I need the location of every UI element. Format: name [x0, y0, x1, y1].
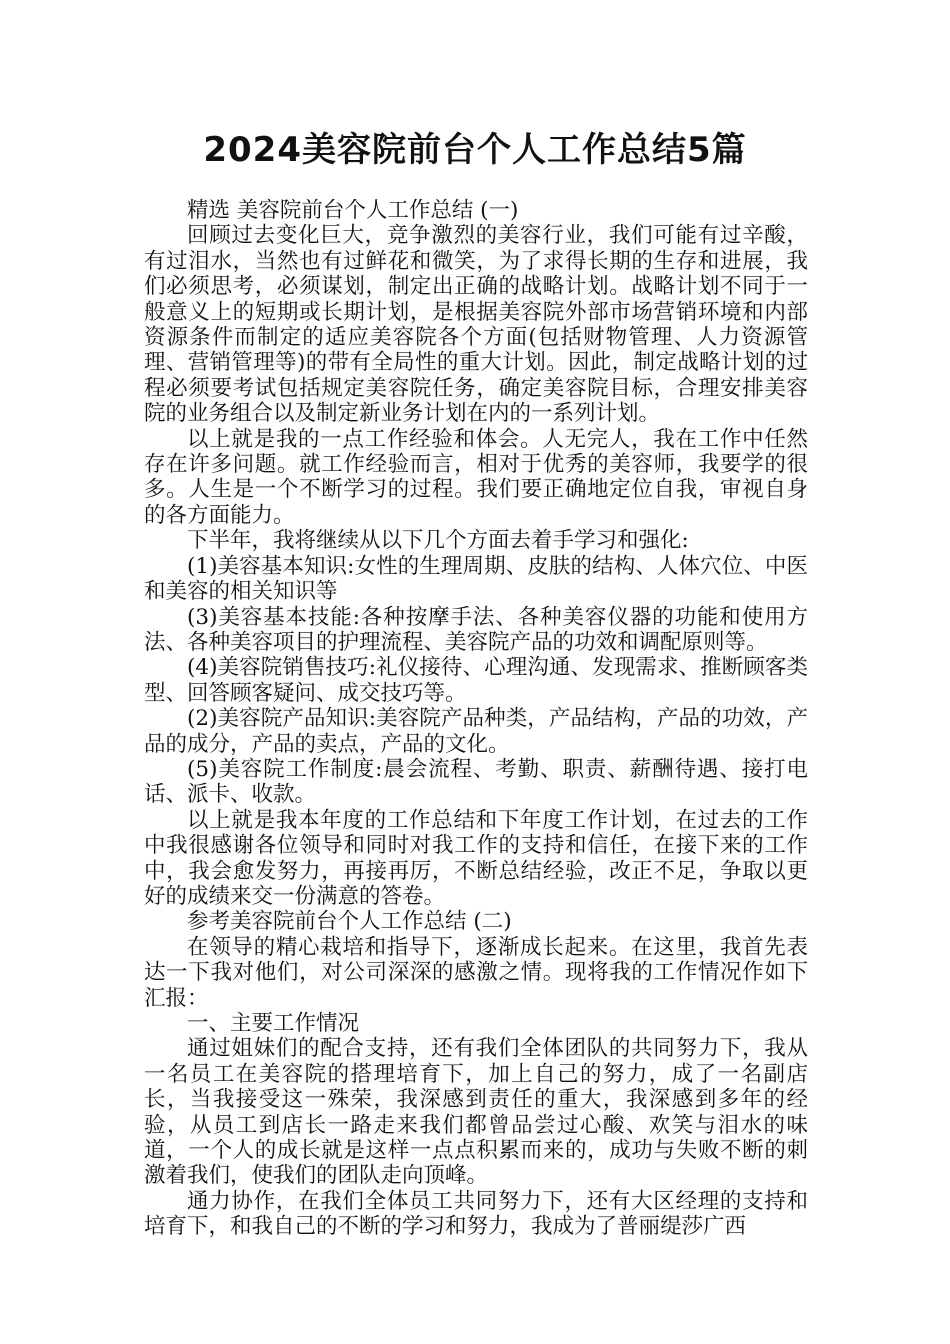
paragraph: 以上就是我的一点工作经验和体会。人无完人，我在工作中任然存在许多问题。就工作经验而言，相对于优秀的美容师，我要学的很多。人生是一个不断学习的过程。我们要正确地定位自我，审视自身的各方面能力。 [144, 426, 808, 528]
paragraph: 通力协作，在我们全体员工共同努力下，还有大区经理的支持和培育下，和我自己的不断的学习和努力，我成为了普丽缇莎广西 [144, 1188, 808, 1240]
document-title: 2024美容院前台个人工作总结5篇 [203, 130, 747, 170]
list-item: (3)美容基本技能:各种按摩手法、各种美容仪器的功能和使用方法、各种美容项目的护理流程、美容院产品的功效和调配原则等。 [144, 604, 808, 655]
list-item: (5)美容院工作制度:晨会流程、考勤、职责、薪酬待遇、接打电话、派卡、收款。 [144, 756, 808, 808]
paragraph: 回顾过去变化巨大，竞争激烈的美容行业，我们可能有过辛酸，有过泪水，当然也有过鲜花和微笑，为了求得长期的生存和进展，我们必须思考，必须谋划，制定出正确的战略计划。战略计划不同于一般意义上的短期或长期计划，是根据美容院外部市场营销环境和内部资源条件而制定的适应美容院各个方面(包括财物管理、人力资源管理、营销管理等)的带有全局性的重大计划。因此，制定战略计划的过程必须要考试包括规定美容院任务，确定美容院目标，合理安排美容院的业务组合以及制定新业务计划在内的一系列计划。 [144, 223, 808, 427]
list-item: (2)美容院产品知识:美容院产品种类，产品结构，产品的功效，产品的成分，产品的卖点，产品的文化。 [144, 706, 808, 757]
list-item: (1)美容基本知识:女性的生理周期、皮肤的结构、人体穴位、中医和美容的相关知识等 [144, 553, 808, 605]
paragraph-section-one-heading: 精选 美容院前台个人工作总结 (一) [187, 198, 519, 223]
paragraph: 在领导的精心栽培和指导下，逐渐成长起来。在这里，我首先表达一下我对他们，对公司深深的感激之情。现将我的工作情况作如下汇报： [144, 934, 808, 1011]
paragraph: 通过姐妹们的配合支持，还有我们全体团队的共同努力下，我从一名员工在美容院的搭理培育下，加上自己的努力，成了一名副店长，当我接受这一殊荣，我深感到责任的重大，我深感到多年的经验，从员工到店长一路走来我们都曾品尝过心酸、欢笑与泪水的味道，一个人的成长就是这样一点点积累而来的，成功与失败不断的刺激着我们，使我们的团队走向顶峰。 [144, 1036, 808, 1189]
list-item: (4)美容院销售技巧:礼仪接待、心理沟通、发现需求、推断顾客类型、回答顾客疑问、成交技巧等。 [144, 655, 808, 706]
paragraph: 以上就是我本年度的工作总结和下年度工作计划，在过去的工作中我很感谢各位领导和同时对我工作的支持和信任，在接下来的工作中，我会愈发努力，再接再厉，不断总结经验，改正不足，争取以更好的成绩来交一份满意的答卷。 [144, 807, 808, 909]
paragraph: 下半年，我将继续从以下几个方面去着手学习和强化: [187, 528, 689, 554]
paragraph-section-two-heading: 参考美容院前台个人工作总结 (二) [187, 909, 512, 935]
document-body [144, 198, 808, 1240]
subsection-heading: 一、主要工作情况 [187, 1011, 360, 1036]
